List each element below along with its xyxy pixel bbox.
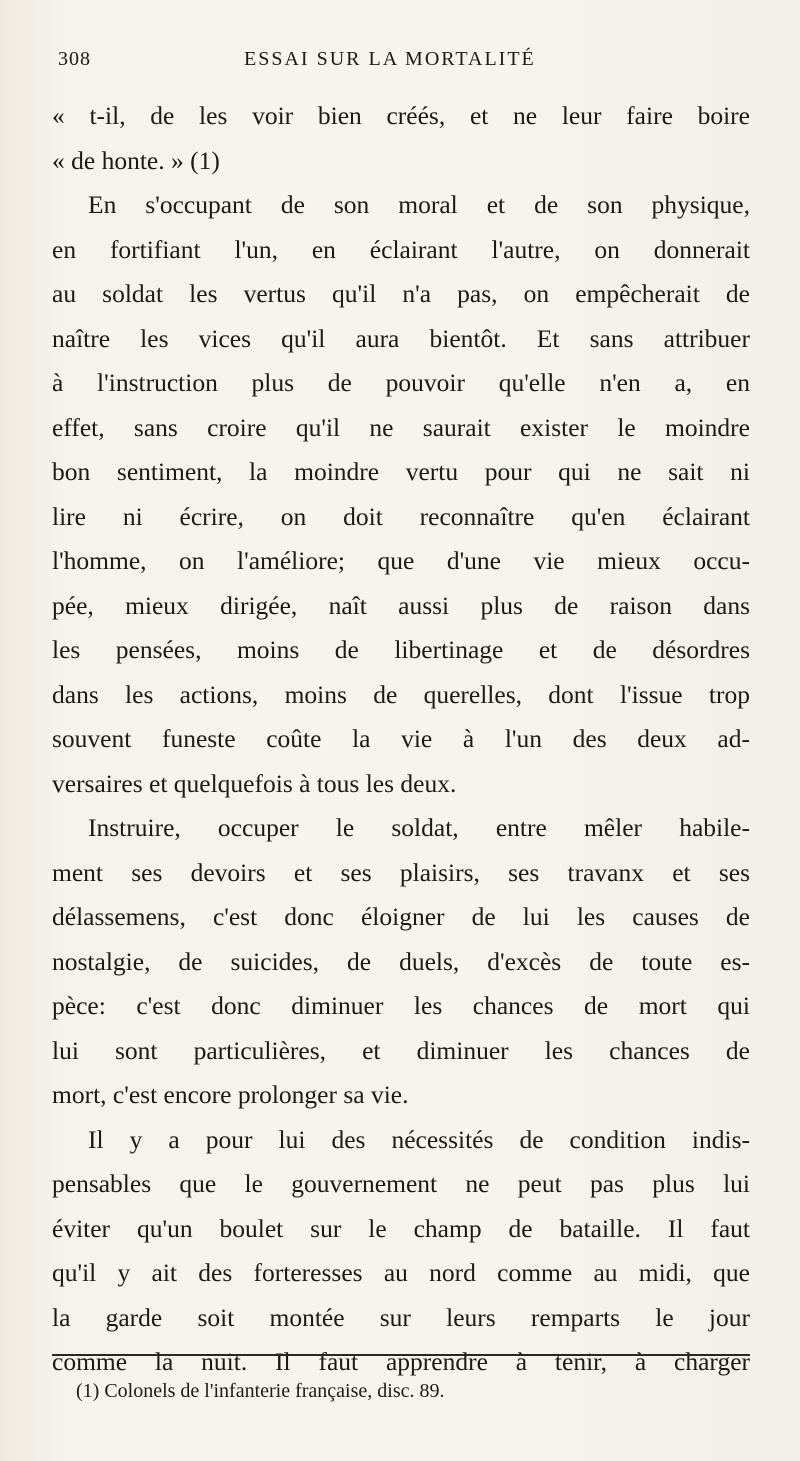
text-line: nostalgie, de suicides, de duels, d'excès de toute es- <box>52 946 750 976</box>
text-line: pée, mieux dirigée, naît aussi plus de raison dans <box>52 590 750 620</box>
text-line: au soldat les vertus qu'il n'a pas, on empêcherait de <box>52 279 750 308</box>
text-line: comme la nuit. Il faut apprendre à tenir, à charger <box>52 1347 750 1376</box>
body-text <box>52 94 750 1385</box>
text-line: à l'instruction plus de pouvoir qu'elle n'en a, en <box>52 368 750 397</box>
text-line: effet, sans croire qu'il ne saurait exister le moindre <box>52 412 750 442</box>
text-line: qu'il y ait des forteresses au nord comme au midi, que <box>52 1258 750 1287</box>
page-number: 308 <box>58 48 91 70</box>
text-line: En s'occupant de son moral et de son physique, <box>88 190 750 219</box>
text-line: pèce: c'est donc diminuer les chances de mort qui <box>52 991 750 1020</box>
text-line: bon sentiment, la moindre vertu pour qui ne sait ni <box>52 457 750 486</box>
text-line: les pensées, moins de libertinage et de désordres <box>52 635 750 664</box>
text-line: pensables que le gouvernement ne peut pas plus lui <box>52 1169 750 1198</box>
text-line: lire ni écrire, on doit reconnaître qu'en éclairant <box>52 501 750 531</box>
text-line: versaires et quelquefois à tous les deux. <box>52 768 457 798</box>
text-line: dans les actions, moins de querelles, dont l'issue trop <box>52 679 750 709</box>
text-line: mort, c'est encore prolonger sa vie. <box>52 1080 409 1109</box>
text-line: « t-il, de les voir bien créés, et ne leur faire boire <box>52 101 750 130</box>
text-line: lui sont particulières, et diminuer les chances de <box>52 1035 750 1065</box>
text-line: délassemens, c'est donc éloigner de lui les causes de <box>52 902 750 931</box>
text-line: Il y a pour lui des nécessités de condition indis- <box>88 1124 750 1154</box>
text-line: en fortifiant l'un, en éclairant l'autre, on donnerait <box>52 234 750 264</box>
footnote-rule <box>52 1354 750 1356</box>
text-line: éviter qu'un boulet sur le champ de bataille. Il faut <box>52 1213 750 1243</box>
text-line: naître les vices qu'il aura bientôt. Et sans attribuer <box>52 323 750 353</box>
running-title: ESSAI SUR LA MORTALITÉ <box>244 48 536 70</box>
text-line: la garde soit montée sur leurs remparts le jour <box>52 1302 750 1332</box>
text-line: ment ses devoirs et ses plaisirs, ses travanx et ses <box>52 857 750 887</box>
text-line: l'homme, on l'améliore; que d'une vie mieux occu- <box>52 546 750 575</box>
text-line: « de honte. » (1) <box>52 145 220 175</box>
footnote: (1) Colonels de l'infanterie française, disc. 89. <box>76 1380 445 1402</box>
text-line: souvent funeste coûte la vie à l'un des deux ad- <box>52 724 750 753</box>
text-line: Instruire, occuper le soldat, entre mêler habile- <box>88 813 750 842</box>
running-head <box>58 48 748 78</box>
